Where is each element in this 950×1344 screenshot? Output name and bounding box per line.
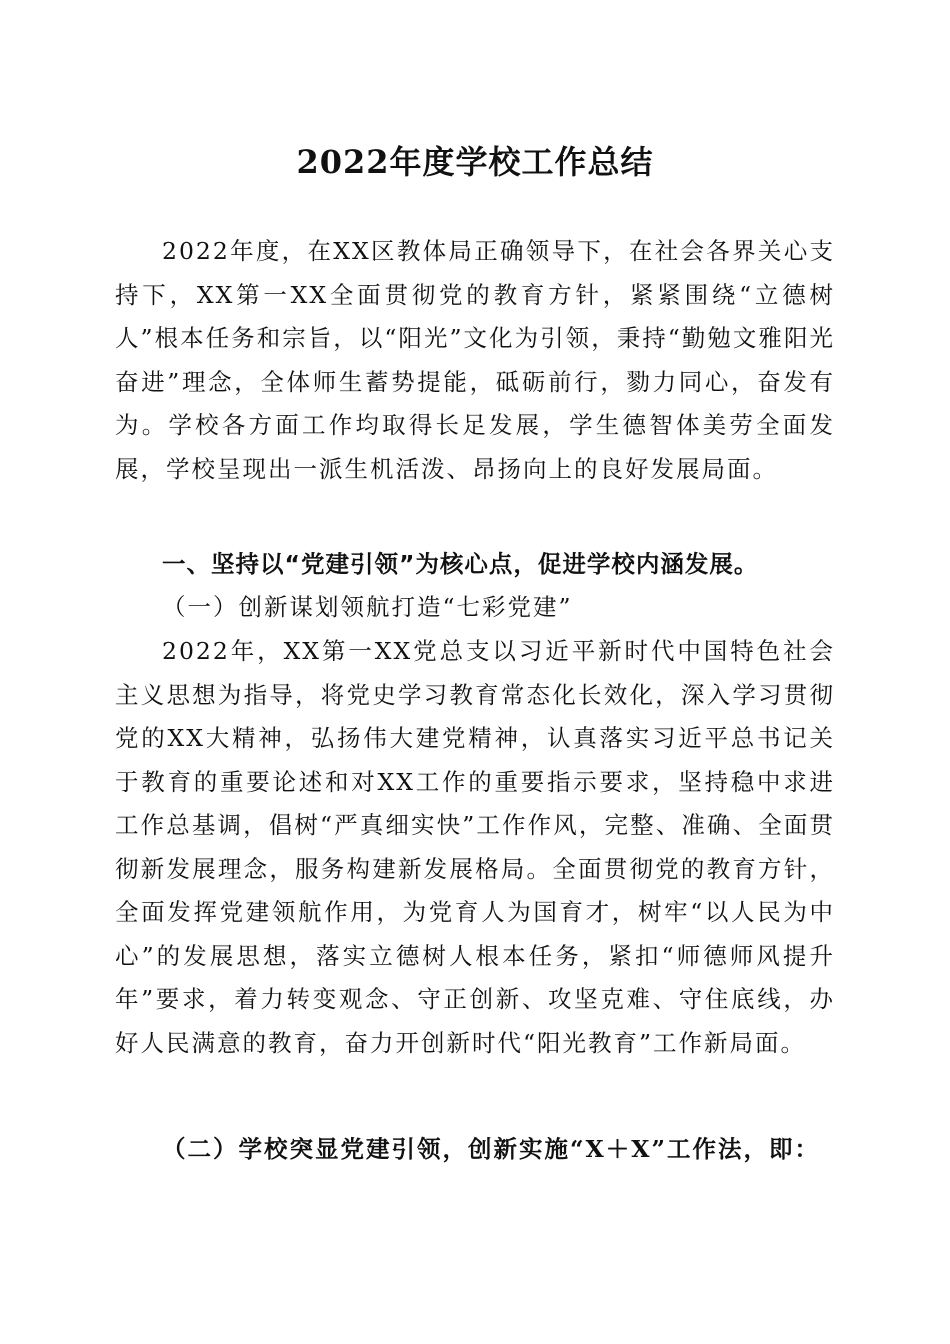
intro-paragraph: 2022年度，在XX区教体局正确领导下，在社会各界关心支持下，XX第一XX全面贯彻党的教育方针，紧紧围绕“立德树人”根本任务和宗旨，以“阳光”文化为引领，秉持“勤勉文雅阳光奋进”理念，全体师生蓄势提能，砥砺前行，勠力同心，奋发有为。学校各方面工作均取得长足发展，学生德智体美劳全面发展，学校呈现出一派生机活泼、昂扬向上的良好发展局面。 bbox=[115, 237, 835, 483]
subsection-1-paragraph: 2022年，XX第一XX党总支以习近平新时代中国特色社会主义思想为指导，将党史学习教育常态化长效化，深入学习贯彻党的XX大精神，弘扬伟大建党精神，认真落实习近平总书记关于教育的重要论述和对XX工作的重要指示要求，坚持稳中求进工作总基调，倡树“严真细实快”工作作风，完整、准确、全面贯彻新发展理念，服务构建新发展格局。全面贯彻党的教育方针，全面发挥党建领航作用，为党育人为国育才，树牢“以人民为中心”的发展思想，落实立德树人根本任务，紧扣“师德师风提升年”要求，着力转变观念、守正创新、攻坚克难、守住底线，办好人民满意的教育，奋力开创新时代“阳光教育”工作新局面。 bbox=[115, 637, 835, 1057]
subsection-heading-2: （二）学校突显党建引领，创新实施“X＋X”工作法，即： bbox=[162, 1135, 820, 1163]
document-title: 2022年度学校工作总结 bbox=[296, 143, 654, 181]
section-heading-1: 一、坚持以“党建引领”为核心点，促进学校内涵发展。 bbox=[162, 550, 759, 578]
subsection-heading-1: （一）创新谋划领航打造“七彩党建” bbox=[162, 593, 573, 621]
